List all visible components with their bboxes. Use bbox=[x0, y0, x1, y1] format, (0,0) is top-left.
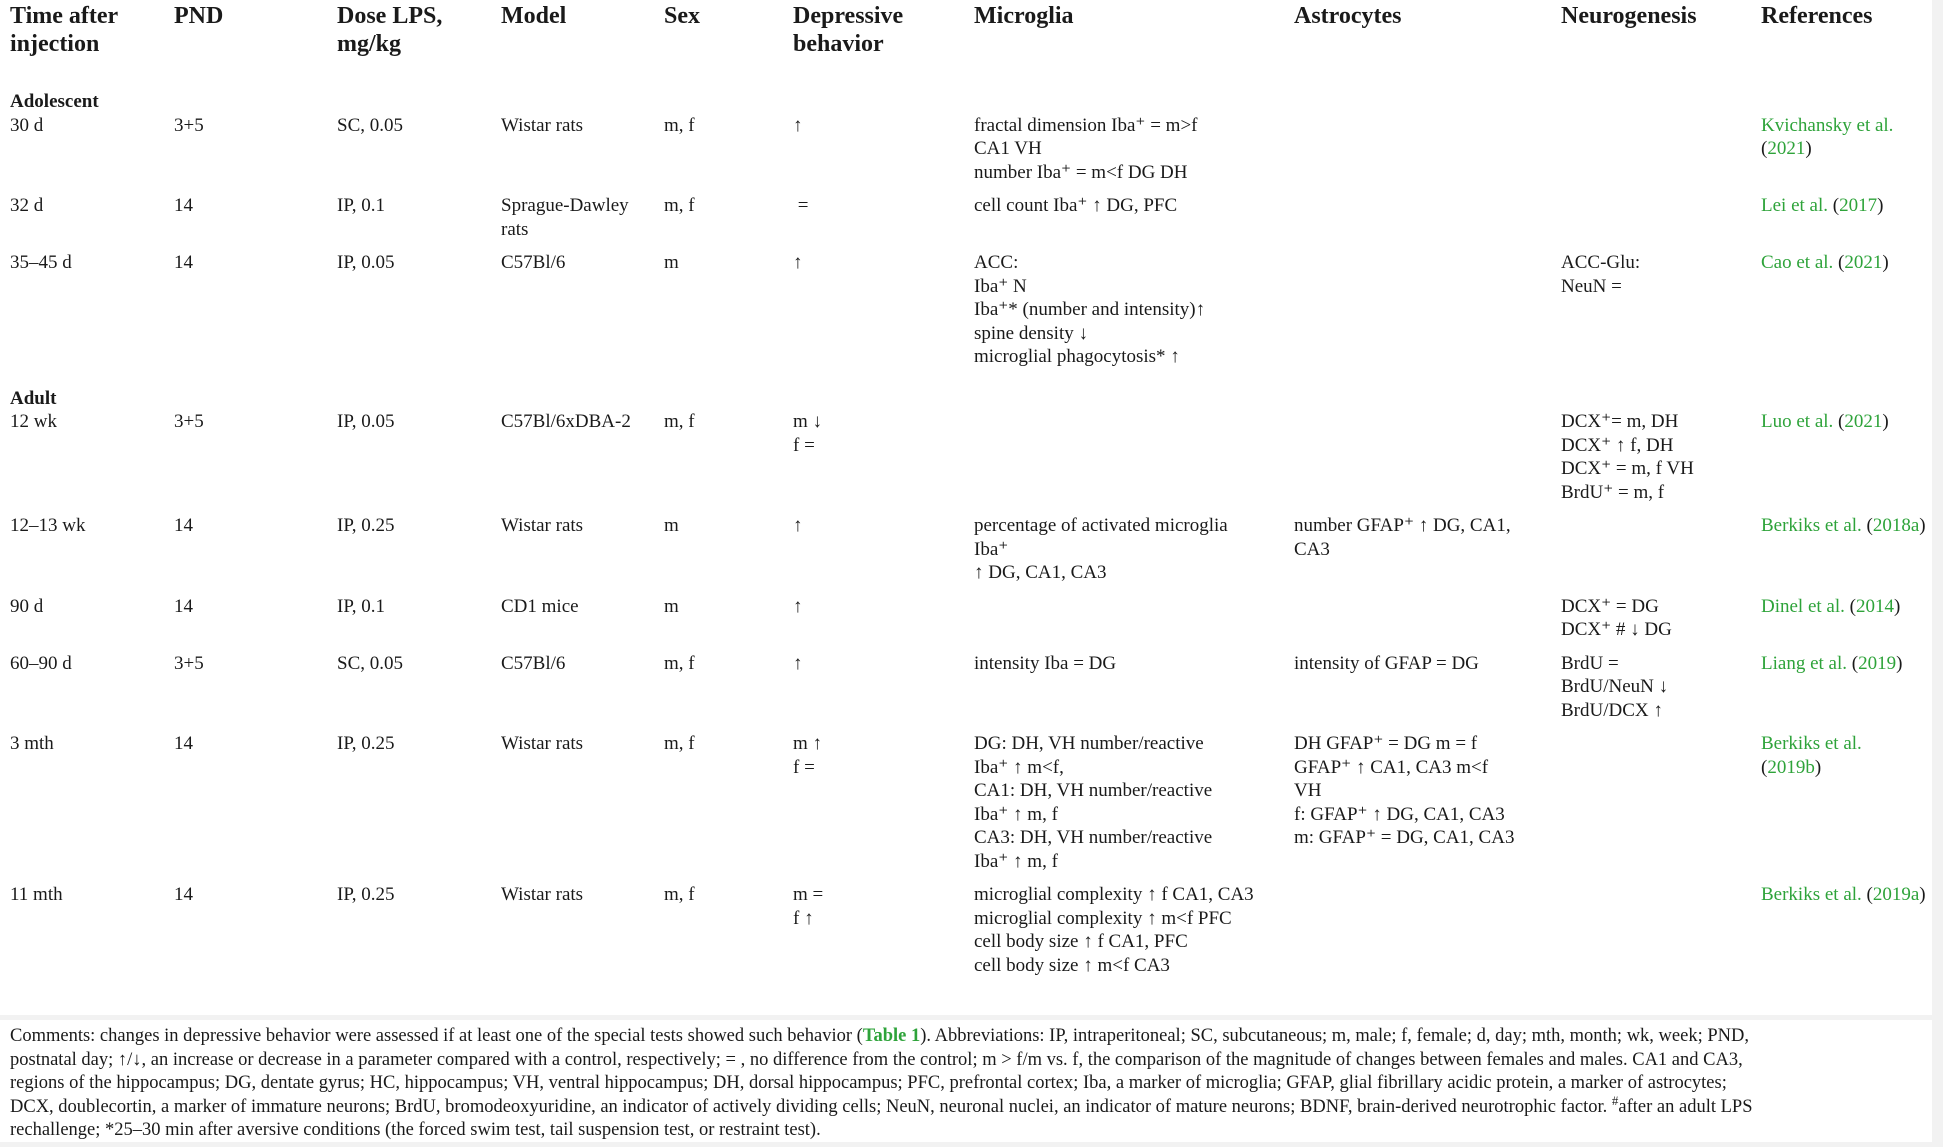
cell-line: m ↓ bbox=[793, 411, 823, 432]
reference-year-link[interactable]: 2021 bbox=[1767, 138, 1806, 159]
reference-paren: ( bbox=[1847, 652, 1859, 674]
cell-sex: m, f bbox=[664, 411, 695, 432]
cell-microglia bbox=[964, 114, 1284, 195]
cell-neurogenesis bbox=[1551, 410, 1751, 514]
cell-pnd: 3+5 bbox=[174, 114, 204, 136]
cell-line: BrdU/NeuN ↓ bbox=[1561, 676, 1669, 697]
reference-paren: ( bbox=[1761, 138, 1768, 159]
cell-reference bbox=[1751, 883, 1932, 987]
cell-neurogenesis bbox=[1551, 194, 1751, 251]
reference-author-link[interactable]: Dinel et al. bbox=[1761, 595, 1845, 617]
cell-sex: m, f bbox=[664, 652, 695, 674]
cell-depressive bbox=[783, 410, 964, 514]
cell-line: intensity of GFAP = DG bbox=[1294, 652, 1479, 674]
cell-sex: m bbox=[664, 515, 679, 536]
cell-time: 90 d bbox=[10, 595, 44, 617]
cell-dose: SC, 0.05 bbox=[337, 652, 403, 674]
cell-microglia bbox=[964, 883, 1284, 987]
cell-neurogenesis bbox=[1551, 732, 1751, 883]
cell-line: Iba⁺ N bbox=[974, 275, 1027, 297]
cell-line: Iba⁺* (number and intensity)↑ bbox=[974, 299, 1206, 320]
table-row bbox=[0, 114, 1932, 195]
cell-line: CA3 bbox=[1294, 538, 1330, 560]
reference-author-link[interactable]: Luo et al. bbox=[1761, 411, 1834, 432]
cell-line: cell count Iba⁺ ↑ DG, PFC bbox=[974, 195, 1178, 216]
cell-line: microglial complexity ↑ f CA1, CA3 bbox=[974, 884, 1254, 905]
cell-pnd: 14 bbox=[174, 252, 193, 273]
cell-depressive bbox=[783, 732, 964, 883]
cell-model bbox=[491, 652, 654, 733]
cell-time: 30 d bbox=[10, 114, 44, 136]
cell-line: DCX⁺ = DG bbox=[1561, 595, 1659, 617]
cell-sex: m bbox=[664, 595, 679, 617]
cell-astrocytes bbox=[1284, 883, 1551, 987]
cell-time: 12 wk bbox=[10, 411, 57, 432]
reference-paren: ( bbox=[1861, 884, 1873, 905]
cell-pnd: 3+5 bbox=[174, 411, 204, 432]
reference-year-link[interactable]: 2014 bbox=[1855, 595, 1894, 617]
cell-reference bbox=[1751, 194, 1932, 251]
cell-line: f = bbox=[793, 756, 815, 778]
table-body bbox=[0, 82, 1932, 987]
cell-line: microglial phagocytosis* ↑ bbox=[974, 346, 1180, 367]
footnote-line: Comments: changes in depressive behavior were assessed if at least one of the special tests showed such behavior (Table 1). Abbreviations: IP, intraperitoneal; SC, subcutaneous; m, male; f, female; d, day; mth, month; wk, week; PND, bbox=[10, 1026, 1749, 1046]
cell-line: DCX⁺= m, DH bbox=[1561, 411, 1679, 432]
reference-author-link[interactable]: Liang et al. bbox=[1761, 652, 1847, 674]
cell-line: m ↑ bbox=[793, 733, 823, 754]
cell-line: f: GFAP⁺ ↑ DG, CA1, CA3 bbox=[1294, 803, 1505, 825]
cell-line: f = bbox=[793, 434, 815, 456]
header-row bbox=[0, 0, 1932, 82]
cell-time: 32 d bbox=[10, 195, 44, 216]
cell-line: CA1 VH bbox=[974, 138, 1042, 159]
cell-reference bbox=[1751, 514, 1932, 595]
cell-microglia bbox=[964, 410, 1284, 514]
reference-paren: ) bbox=[1896, 652, 1903, 674]
reference-year-link[interactable]: 2019 bbox=[1858, 652, 1897, 674]
reference-year-link[interactable]: 2017 bbox=[1839, 195, 1878, 216]
reference-author-link[interactable]: Berkiks et al. bbox=[1761, 733, 1862, 754]
cell-model bbox=[491, 514, 654, 595]
reference-paren: ) bbox=[1877, 195, 1884, 216]
cell-line: Wistar rats bbox=[501, 515, 584, 536]
cell-line: C57Bl/6 bbox=[501, 652, 566, 674]
cell-line: NeuN = bbox=[1561, 275, 1622, 297]
cell-line: Wistar rats bbox=[501, 114, 584, 136]
cell-depressive bbox=[783, 514, 964, 595]
cell-line: DH GFAP⁺ = DG m = f bbox=[1294, 733, 1478, 754]
cell-line: ↑ bbox=[793, 595, 803, 617]
reference-paren: ) bbox=[1882, 252, 1889, 273]
cell-sex: m bbox=[664, 252, 679, 273]
cell-time: 60–90 d bbox=[10, 652, 72, 674]
table-row bbox=[0, 652, 1932, 733]
cell-line: GFAP⁺ ↑ CA1, CA3 m<f bbox=[1294, 756, 1489, 778]
cell-line: Wistar rats bbox=[501, 884, 584, 905]
cell-pnd: 3+5 bbox=[174, 652, 204, 674]
section-label: Adolescent bbox=[10, 91, 99, 112]
cell-pnd: 14 bbox=[174, 733, 193, 754]
cell-line: number Iba⁺ = m<f DG DH bbox=[974, 161, 1188, 183]
cell-line: DCX⁺ # ↓ DG bbox=[1561, 619, 1672, 640]
cell-neurogenesis bbox=[1551, 251, 1751, 379]
cell-line: ↑ bbox=[793, 515, 803, 536]
cell-model bbox=[491, 114, 654, 195]
reference-author-link[interactable]: Lei et al. bbox=[1761, 195, 1828, 216]
cell-astrocytes bbox=[1284, 194, 1551, 251]
reference-paren: ( bbox=[1761, 756, 1768, 778]
cell-line: CD1 mice bbox=[501, 595, 579, 617]
cell-line: m = bbox=[793, 884, 824, 905]
cell-astrocytes bbox=[1284, 652, 1551, 733]
cell-reference bbox=[1751, 251, 1932, 379]
reference-paren: ( bbox=[1833, 411, 1845, 432]
cell-neurogenesis bbox=[1551, 595, 1751, 652]
cell-line: Sprague-Dawley bbox=[501, 195, 629, 216]
cell-line: ACC-Glu: bbox=[1561, 252, 1641, 273]
cell-time: 3 mth bbox=[10, 733, 54, 754]
cell-depressive bbox=[783, 194, 964, 251]
reference-paren: ) bbox=[1919, 515, 1926, 536]
cell-time: 11 mth bbox=[10, 884, 63, 905]
reference-year-link[interactable]: 2021 bbox=[1844, 252, 1883, 273]
table-row bbox=[0, 732, 1932, 883]
cell-line: fractal dimension Iba⁺ = m>f bbox=[974, 114, 1198, 136]
cell-microglia bbox=[964, 732, 1284, 883]
cell-dose: IP, 0.05 bbox=[337, 411, 395, 432]
header-pnd: PND bbox=[174, 3, 224, 29]
reference-paren: ) bbox=[1919, 884, 1926, 905]
table-row bbox=[0, 251, 1932, 379]
reference-paren: ( bbox=[1828, 195, 1840, 216]
reference-year-link[interactable]: 2019b bbox=[1767, 756, 1815, 778]
cell-astrocytes bbox=[1284, 595, 1551, 652]
cell-time: 12–13 wk bbox=[10, 515, 86, 536]
cell-microglia bbox=[964, 595, 1284, 652]
cell-line: CA3: DH, VH number/reactive bbox=[974, 827, 1213, 848]
cell-line: m: GFAP⁺ = DG, CA1, CA3 bbox=[1294, 827, 1515, 848]
table-footnote bbox=[10, 1025, 1925, 1143]
footnote-line: DCX, doublecortin, a marker of immature neurons; BrdU, bromodeoxyuridine, an indicator of actively dividing cells; NeuN, neuronal nuclei, an indicator of mature neurons; BDNF, brain-derived neurotrophic factor. #after an adult LPS bbox=[10, 1092, 1753, 1117]
cell-line: C57Bl/6xDBA-2 bbox=[501, 411, 631, 432]
cell-reference bbox=[1751, 114, 1932, 195]
cell-line: spine density ↓ bbox=[974, 322, 1088, 344]
header-astrocytes: Astrocytes bbox=[1294, 3, 1402, 29]
table-row bbox=[0, 410, 1932, 514]
header-sex: Sex bbox=[664, 3, 700, 29]
cell-line: percentage of activated microglia bbox=[974, 515, 1228, 536]
cell-model bbox=[491, 732, 654, 883]
header-dose: Dose LPS, mg/kg bbox=[337, 3, 443, 57]
cell-line: number GFAP⁺ ↑ DG, CA1, bbox=[1294, 515, 1511, 536]
cell-sex: m, f bbox=[664, 733, 695, 754]
reference-paren: ) bbox=[1882, 411, 1889, 432]
cell-sex: m, f bbox=[664, 884, 695, 905]
reference-paren: ( bbox=[1833, 252, 1845, 273]
reference-year-link[interactable]: 2018a bbox=[1872, 515, 1920, 536]
cell-reference bbox=[1751, 410, 1932, 514]
header-references: References bbox=[1761, 3, 1873, 29]
footnote-card bbox=[0, 1020, 1932, 1142]
cell-reference bbox=[1751, 652, 1932, 733]
header-model: Model bbox=[501, 3, 567, 29]
cell-model bbox=[491, 410, 654, 514]
cell-neurogenesis bbox=[1551, 514, 1751, 595]
cell-model bbox=[491, 251, 654, 379]
cell-line: = bbox=[793, 195, 809, 216]
cell-microglia bbox=[964, 514, 1284, 595]
cell-depressive bbox=[783, 114, 964, 195]
cell-pnd: 14 bbox=[174, 195, 193, 216]
reference-paren: ) bbox=[1814, 756, 1822, 778]
cell-dose: IP, 0.25 bbox=[337, 515, 395, 536]
cell-line: Iba⁺ ↑ m, f bbox=[974, 803, 1058, 825]
cell-model bbox=[491, 194, 654, 251]
cell-neurogenesis bbox=[1551, 114, 1751, 195]
cell-line: BrdU = bbox=[1561, 652, 1619, 674]
cell-line: DCX⁺ ↑ f, DH bbox=[1561, 434, 1674, 456]
cell-time: 35–45 d bbox=[10, 252, 72, 273]
header-microglia: Microglia bbox=[974, 3, 1074, 29]
table-row bbox=[0, 595, 1932, 652]
cell-microglia bbox=[964, 251, 1284, 379]
cell-line: BrdU⁺ = m, f bbox=[1561, 481, 1665, 503]
cell-dose: SC, 0.05 bbox=[337, 114, 403, 136]
cell-neurogenesis bbox=[1551, 883, 1751, 987]
header-time: Time after injection bbox=[10, 3, 119, 57]
footnote-line: postnatal day; ↑/↓, an increase or decrease in a parameter compared with a control, respectively; = , no difference from the control; m > f/m vs. f, the comparison of the magnitude of changes between females and males. CA1 and CA3, bbox=[10, 1049, 1743, 1070]
reference-year-link[interactable]: 2019a bbox=[1872, 884, 1920, 905]
table-row bbox=[0, 883, 1932, 987]
cell-reference bbox=[1751, 595, 1932, 652]
cell-microglia bbox=[964, 652, 1284, 733]
cell-neurogenesis bbox=[1551, 652, 1751, 733]
cell-model bbox=[491, 883, 654, 987]
reference-author-link[interactable]: Kvichansky et al. bbox=[1761, 114, 1894, 136]
cell-depressive bbox=[783, 595, 964, 652]
cell-line: Iba⁺ ↑ m, f bbox=[974, 850, 1058, 872]
cell-astrocytes bbox=[1284, 732, 1551, 883]
cell-line: VH bbox=[1294, 780, 1322, 801]
cell-line: BrdU/DCX ↑ bbox=[1561, 699, 1663, 721]
cell-line: ↑ DG, CA1, CA3 bbox=[974, 562, 1107, 583]
cell-model bbox=[491, 595, 654, 652]
footnote-line: rechallenge; *25–30 min after aversive conditions (the forced swim test, tail suspension test, or restraint test). bbox=[10, 1120, 821, 1140]
cell-line: ACC: bbox=[974, 252, 1019, 273]
cell-depressive bbox=[783, 251, 964, 379]
cell-line: f ↑ bbox=[793, 907, 814, 929]
cell-line: Iba⁺ ↑ m<f, bbox=[974, 756, 1064, 778]
header-depressive: Depressive behavior bbox=[793, 3, 904, 57]
cell-dose: IP, 0.1 bbox=[337, 595, 386, 617]
reference-paren: ) bbox=[1805, 138, 1812, 159]
reference-paren: ( bbox=[1861, 515, 1873, 536]
cell-depressive bbox=[783, 883, 964, 987]
reference-year-link[interactable]: 2021 bbox=[1844, 411, 1883, 432]
cell-line: cell body size ↑ f CA1, PFC bbox=[974, 931, 1188, 952]
section-row-adult bbox=[0, 379, 1932, 411]
cell-line: microglial complexity ↑ m<f PFC bbox=[974, 907, 1232, 929]
cell-dose: IP, 0.1 bbox=[337, 195, 386, 216]
table-row bbox=[0, 194, 1932, 251]
cell-dose: IP, 0.25 bbox=[337, 884, 395, 905]
cell-astrocytes bbox=[1284, 410, 1551, 514]
cell-line: ↑ bbox=[793, 652, 803, 674]
cell-pnd: 14 bbox=[174, 884, 193, 905]
cell-pnd: 14 bbox=[174, 595, 193, 617]
cell-astrocytes bbox=[1284, 251, 1551, 379]
cell-dose: IP, 0.25 bbox=[337, 733, 395, 754]
cell-pnd: 14 bbox=[174, 515, 193, 536]
cell-line: DG: DH, VH number/reactive bbox=[974, 733, 1204, 754]
cell-line: DCX⁺ = m, f VH bbox=[1561, 458, 1694, 479]
reference-author-link[interactable]: Berkiks et al. bbox=[1761, 515, 1862, 536]
cell-dose: IP, 0.05 bbox=[337, 252, 395, 273]
cell-line: intensity Iba = DG bbox=[974, 652, 1117, 674]
cell-depressive bbox=[783, 652, 964, 733]
cell-line: rats bbox=[501, 218, 529, 240]
reference-author-link[interactable]: Cao et al. bbox=[1761, 252, 1834, 273]
footnote-line: regions of the hippocampus; DG, dentate gyrus; HC, hippocampus; VH, ventral hippocampus; DH, dorsal hippocampus; PFC, prefrontal cortex; Iba, a marker of microglia; GFAP, glial fibrillary acidic protein, a marker of astrocytes; bbox=[10, 1073, 1727, 1093]
section-row-adolescent bbox=[0, 82, 1932, 114]
cell-line: Wistar rats bbox=[501, 733, 584, 754]
cell-sex: m, f bbox=[664, 195, 695, 216]
cell-line: Iba⁺ bbox=[974, 538, 1009, 560]
table-row bbox=[0, 514, 1932, 595]
cell-sex: m, f bbox=[664, 114, 695, 136]
reference-paren: ) bbox=[1893, 595, 1901, 617]
cell-line: C57Bl/6 bbox=[501, 252, 566, 273]
section-label: Adult bbox=[10, 387, 57, 409]
cell-reference bbox=[1751, 732, 1932, 883]
cell-line: ↑ bbox=[793, 114, 803, 136]
reference-paren: ( bbox=[1844, 595, 1856, 617]
header-neurogenesis: Neurogenesis bbox=[1561, 3, 1697, 29]
cell-line: CA1: DH, VH number/reactive bbox=[974, 780, 1213, 801]
cell-line: ↑ bbox=[793, 252, 803, 273]
cell-microglia bbox=[964, 194, 1284, 251]
cell-astrocytes bbox=[1284, 514, 1551, 595]
reference-author-link[interactable]: Berkiks et al. bbox=[1761, 884, 1862, 905]
cell-astrocytes bbox=[1284, 114, 1551, 195]
table-1-link[interactable]: Table 1 bbox=[862, 1026, 921, 1046]
cell-line: cell body size ↑ m<f CA3 bbox=[974, 954, 1170, 976]
